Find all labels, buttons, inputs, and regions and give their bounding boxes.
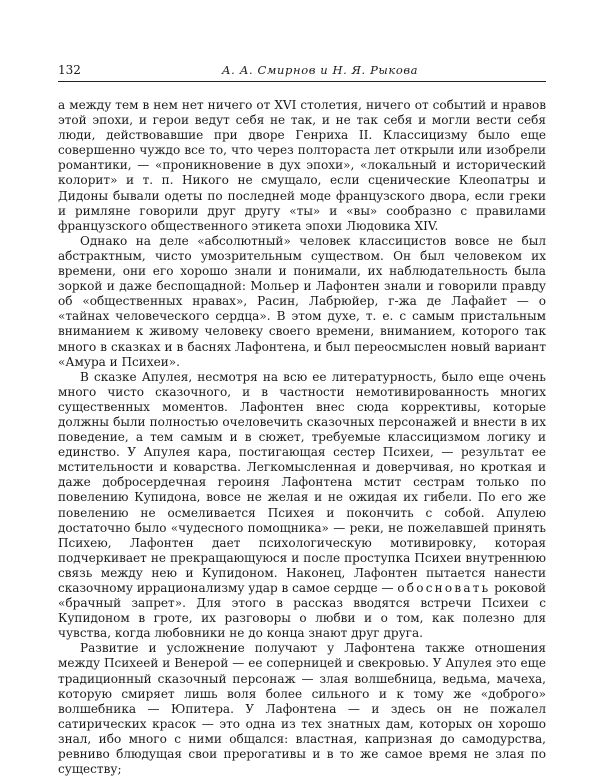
paragraph-3-text-after: роковой «брачный запрет». Для этого в рассказ вводятся встречи Психеи с Купидоном в гроте, их разговоры о любви и о том, как полезно для чувства, когда любовники не до конца знают друг друга. xyxy=(58,581,547,641)
paragraph-1: а между тем в нем нет ничего от XVI столетия, ничего от событий и нравов этой эпохи, и герои ведут себя не так, и не так себя и могли вести себя люди, действовавшие при дворе Генриха II. Классицизму было еще совершенно чуждо все то, что через полтораста лет открыли или изобрели романтики, — «проникновение в дух эпохи», «локальный и исторический колорит» и т. п. Никого не смущало, если сценические Клеопатры и Дидоны бывали одеты по последней моде французского двора, если греки и римляне говорили друг другу «ты» и «вы» сообразно с правилами французского общественного этикета эпохи Людовика XIV. xyxy=(58,98,546,233)
spaced-emphasis: обосновать xyxy=(397,581,491,595)
running-head: А. А. Смирнов и Н. Я. Рыкова xyxy=(221,63,419,77)
paragraph-3 xyxy=(58,370,546,642)
page-number: 132 xyxy=(58,63,81,77)
paragraph-2: Однако на деле «абсолютный» человек классицистов вовсе не был абстрактным, чисто умозрительным существом. Он был человеком их времени, они его хорошо знали и понимали, их наблюдательность была зоркой и даже беспощадной: Мольер и Лафонтен знали и говорили правду об «общественных нравах», Расин, Лабрюйер, г-жа де Лафайет — о «тайнах человеческого сердца». В этом духе, т. е. с самым пристальным вниманием к живому человеку своего времени, вниманием, которого так много в сказках и в баснях Лафонтена, и был переосмыслен новый вариант «Амура и Психеи». xyxy=(58,233,546,369)
page-header xyxy=(58,62,546,82)
body-text xyxy=(58,98,546,777)
paragraph-4: Развитие и усложнение получают у Лафонтена также отношения между Психеей и Венерой — ее соперницей и свекровью. У Апулея это еще традиционный сказочный персонаж — злая волшебница, ведьма, мачеха, которую смиряет лишь воля более сильного и к тому же «доброго» волшебника — Юпитера. У Лафонтена — и здесь он не пожалел сатирических красок — это одна из тех знатных дам, которых он хорошо знал, ибо много с ними общался: властная, капризная до самодурства, ревниво блюдущая свои прерогативы и в то же самое время не злая по существу; xyxy=(58,641,546,777)
book-page xyxy=(58,62,546,777)
paragraph-3-text-before: В сказке Апулея, несмотря на всю ее литературность, было еще очень много чисто сказочного, и в частности немотивированность многих существенных моментов. Лафонтен внес сюда коррективы, которые должны были полностью очеловечить сказочных персонажей и внести в их поведение, а тем самым и в сюжет, требуемые классицизмом логику и единство. У Апулея кара, постигающая сестер Психеи, — результат ее мстительности и коварства. Легкомысленная и доверчивая, но кроткая и даже добросердечная героиня Лафонтена мстит сестрам только по повелению Купидона, вовсе не желая и не ожидая их гибели. По его же повелению не осмеливается Психея и покончить с собой. Апулею достаточно было «чудесного помощника» — реки, не пожелавшей принять Психею, Лафонтен дает психологическую мотивировку, которая подчеркивает не прекращающуюся и после проступка Психеи внутреннюю связь между нею и Купидоном. Наконец, Лафонтен пытается нанести сказочному иррационализму удар в самое сердце — xyxy=(58,369,546,595)
